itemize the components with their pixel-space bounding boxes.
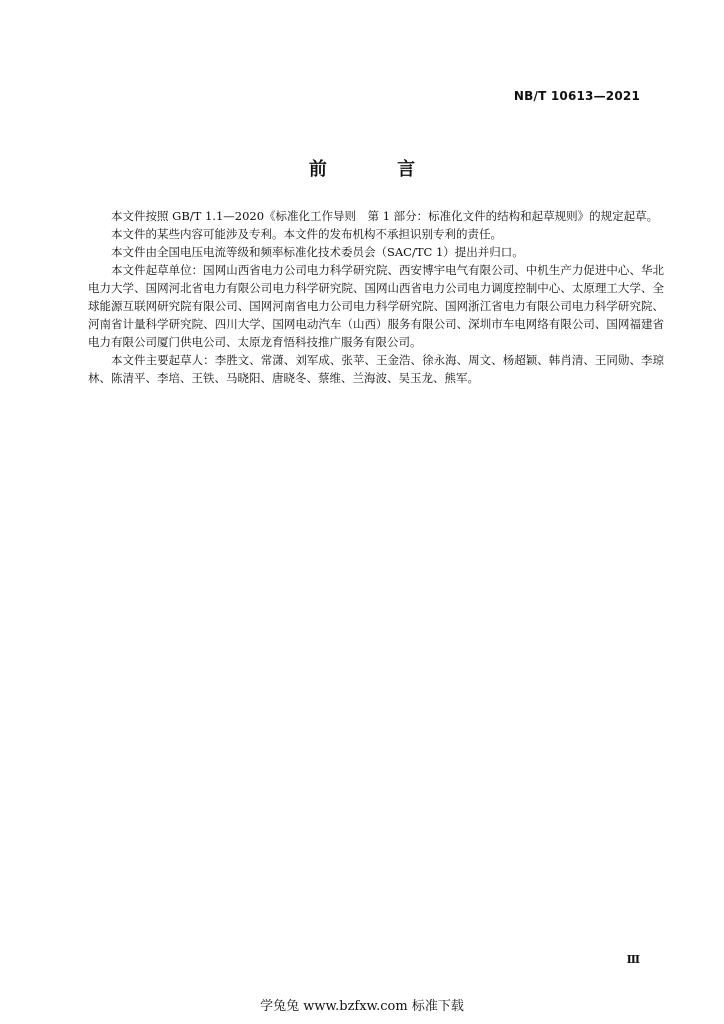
paragraph-drafters: 本文件主要起草人：李胜文、常潇、刘军成、张苹、王金浩、徐永海、周文、杨超颖、韩肖清、王同勋、李琼林、陈清平、李培、王铁、马晓阳、唐晓冬、蔡维、兰海波、吴玉龙、熊军。 (88, 353, 664, 385)
page-title: 前 言 (308, 159, 448, 180)
paragraph-drafting-units: 本文件起草单位：国网山西省电力公司电力科学研究院、西安博宇电气有限公司、中机生产力促进中心、华北电力大学、国网河北省电力有限公司电力科学研究院、国网山西省电力公司电力调度控制中心、太原理工大学、全球能源互联网研究院有限公司、国网河南省电力公司电力科学研究院、国网浙江省电力有限公司电力科学研究院、河南省计量科学研究院、四川大学、国网电动汽车（山西）服务有限公司、深圳市车电网络有限公司、国网福建省电力有限公司厦门供电公司、太原龙育悟科技推广服务有限公司。 (88, 263, 664, 349)
foreword-body (88, 207, 664, 387)
paragraph-patent-notice: 本文件的某些内容可能涉及专利。本文件的发布机构不承担识别专利的责任。 (111, 227, 502, 241)
footer-watermark: 学兔兔 www.bzfxw.com 标准下载 (260, 999, 464, 1014)
paragraph-proposer: 本文件由全国电压电流等级和频率标准化技术委员会（SAC/TC 1）提出并归口。 (111, 245, 524, 259)
page-number: Ⅲ (626, 953, 640, 966)
paragraph-drafting-rules: 本文件按照 GB/T 1.1—2020《标准化工作导则 第 1 部分：标准化文件的结构和起草规则》的规定起草。 (111, 209, 659, 223)
standard-code: NB/T 10613—2021 (513, 89, 640, 103)
